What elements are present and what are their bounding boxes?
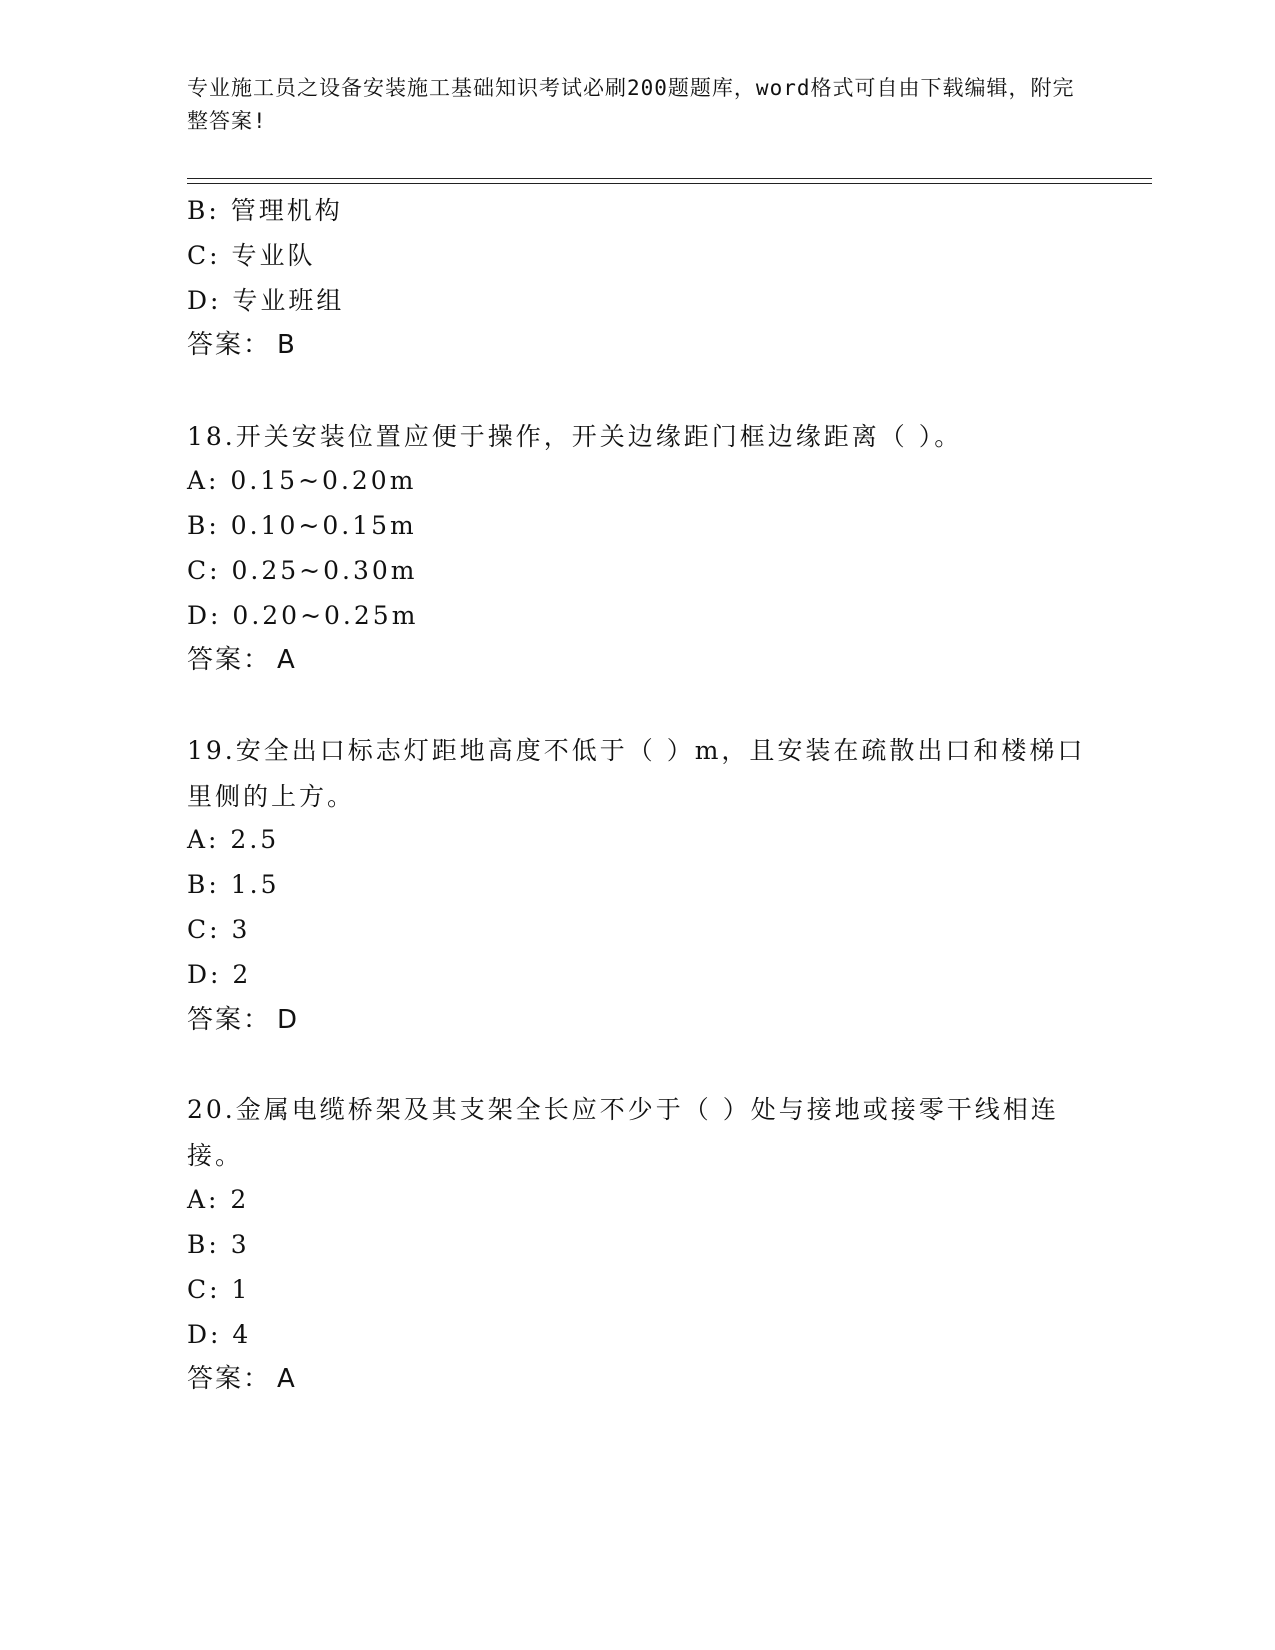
question-20-option-b: B: 3 xyxy=(187,1230,250,1259)
question-19-stem: 19.安全出口标志灯距地高度不低于（ ）m，且安装在疏散出口和楼梯口里侧的上方。 xyxy=(187,736,1086,811)
question-20-option-a: A: 2 xyxy=(187,1185,250,1214)
answer-value: A xyxy=(277,645,297,675)
question-19-answer xyxy=(187,1005,299,1035)
answer-value: A xyxy=(277,1364,297,1394)
question-18-option-b: B: 0.10~0.15m xyxy=(187,511,417,540)
question-18-answer xyxy=(187,645,297,675)
answer-label: 答案： xyxy=(187,645,272,675)
question-18-option-d: D: 0.20~0.25m xyxy=(187,601,419,630)
option-c: C: 专业队 xyxy=(187,241,316,270)
question-19-option-b: B: 1.5 xyxy=(187,870,280,899)
question-19-option-a: A: 2.5 xyxy=(187,825,280,854)
answer-label: 答案： xyxy=(187,330,272,360)
header-divider-bottom xyxy=(187,183,1152,184)
answer-value: D xyxy=(277,1005,300,1035)
answer-value: B xyxy=(277,330,297,360)
question-19-option-c: C: 3 xyxy=(187,915,251,944)
option-b: B: 管理机构 xyxy=(187,196,343,225)
question-20-option-c: C: 1 xyxy=(187,1275,251,1304)
question-18-option-a: A: 0.15~0.20m xyxy=(187,466,417,495)
question-18-stem: 18.开关安装位置应便于操作，开关边缘距门框边缘距离（ ）。 xyxy=(187,422,963,451)
header-divider-top xyxy=(187,178,1152,179)
question-20-option-d: D: 4 xyxy=(187,1320,252,1349)
document-title: 专业施工员之设备安装施工基础知识考试必刷200题题库，word格式可自由下载编辑，附完整答案! xyxy=(187,76,1075,133)
question-20-answer xyxy=(187,1364,297,1394)
question-20-stem: 20.金属电缆桥架及其支架全长应不少于（ ）处与接地或接零干线相连接。 xyxy=(187,1095,1059,1170)
option-d: D: 专业班组 xyxy=(187,286,345,315)
question-18-option-c: C: 0.25~0.30m xyxy=(187,556,418,585)
answer-label: 答案： xyxy=(187,1005,272,1035)
question-19-option-d: D: 2 xyxy=(187,960,252,989)
answer-line xyxy=(187,330,297,360)
answer-label: 答案： xyxy=(187,1364,272,1394)
